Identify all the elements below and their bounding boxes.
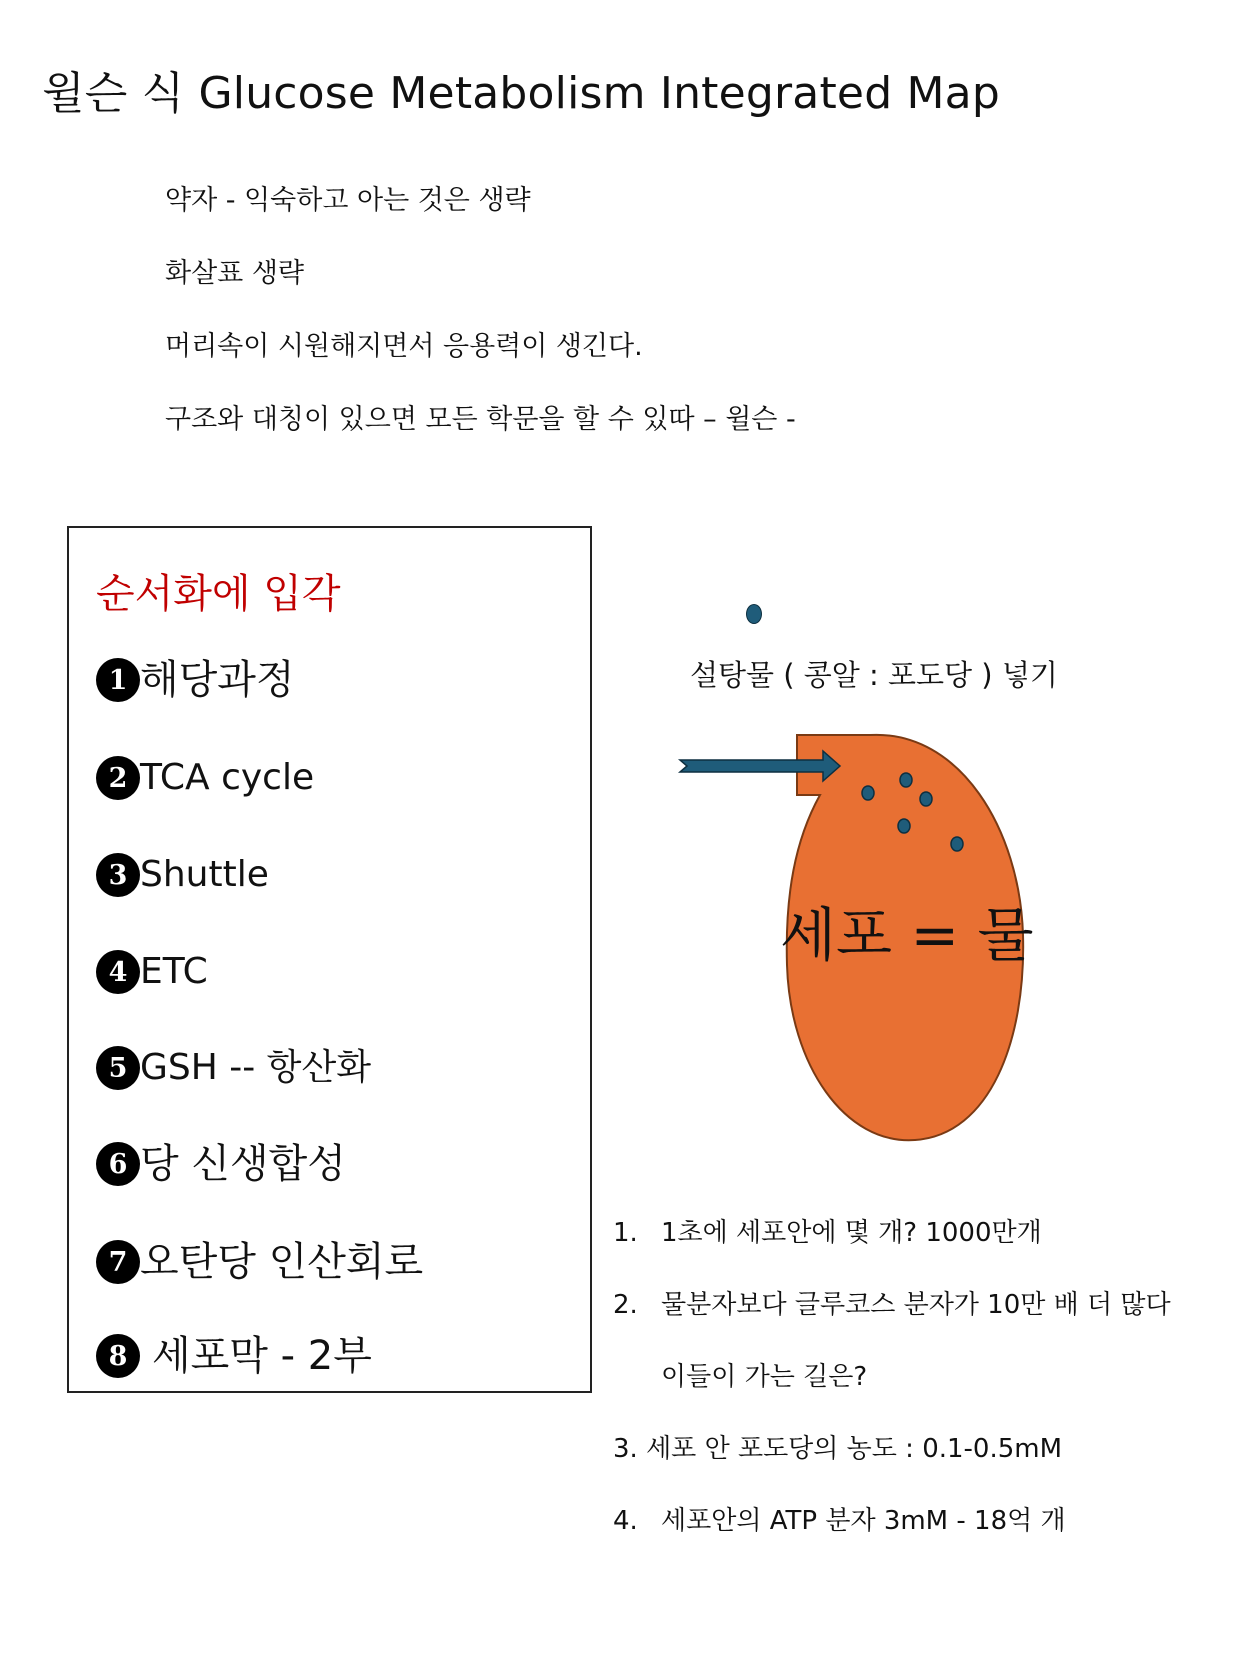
diagram-caption: 설탕물 ( 콩알 : 포도당 ) 넣기 [690,658,1058,692]
order-item [96,1138,346,1190]
order-item-label: 세포막 - 2부 [152,1333,372,1379]
glucose-dot [900,773,912,787]
question-item [613,1288,1171,1360]
order-item-label: 해당과정 [140,657,295,703]
glucose-dot [920,792,932,806]
number-badge: 6 [96,1142,140,1186]
question-number: 4. [613,1506,638,1536]
order-item [96,752,314,804]
question-number: 2. [613,1290,638,1320]
question-number: 1. [613,1218,638,1248]
order-item-label: TCA cycle [140,757,315,798]
number-badge: 5 [96,1046,140,1090]
number-badge: 2 [96,756,140,800]
glucose-dot [746,604,762,624]
cell-label: 세포 = 물 [780,901,1034,969]
order-item-label: 당 신생합성 [140,1141,346,1187]
glucose-dot [898,819,910,833]
order-item [96,946,208,998]
note-line: 화살표 생략 [165,258,304,289]
note-line: 구조와 대칭이 있으면 모든 학문을 할 수 있따 – 윌슨 - [165,404,796,435]
order-item [96,849,269,901]
order-item [96,654,295,706]
number-badge: 3 [96,853,140,897]
order-heading: 순서화에 입각 [96,571,341,617]
number-badge: 1 [96,658,140,702]
question-item [613,1216,1171,1288]
glucose-dot [862,786,874,800]
glucose-dot [951,837,963,851]
number-badge: 7 [96,1240,140,1284]
question-item [613,1360,1171,1432]
question-item [613,1432,1171,1504]
order-item-label: GSH -- 항산화 [140,1047,372,1088]
page-title: 윌슨 식 Glucose Metabolism Integrated Map [42,68,1000,119]
order-item [96,1330,372,1382]
questions-list [613,1216,1171,1576]
question-text: 물분자보다 글루코스 분자가 10만 배 더 많다 [661,1290,1171,1320]
order-item-label: 오탄당 인산회로 [140,1239,424,1285]
number-badge: 8 [96,1334,140,1378]
question-text: 1초에 세포안에 몇 개? 1000만개 [661,1218,1042,1248]
question-text: 세포안의 ATP 분자 3mM - 18억 개 [661,1506,1066,1536]
notes [165,183,796,475]
order-item [96,1236,423,1288]
note-line: 머리속이 시원해지면서 응용력이 생긴다. [165,331,643,362]
question-text: 이들이 가는 길은? [661,1362,868,1392]
order-item-label: ETC [140,951,208,992]
question-item [613,1504,1171,1576]
number-badge: 4 [96,950,140,994]
order-item-label: Shuttle [140,854,269,895]
order-item [96,1042,371,1094]
note-line: 약자 - 익숙하고 아는 것은 생략 [165,185,531,216]
order-box [67,526,592,1393]
question-text: 3. 세포 안 포도당의 농도 : 0.1-0.5mM [613,1434,1063,1464]
